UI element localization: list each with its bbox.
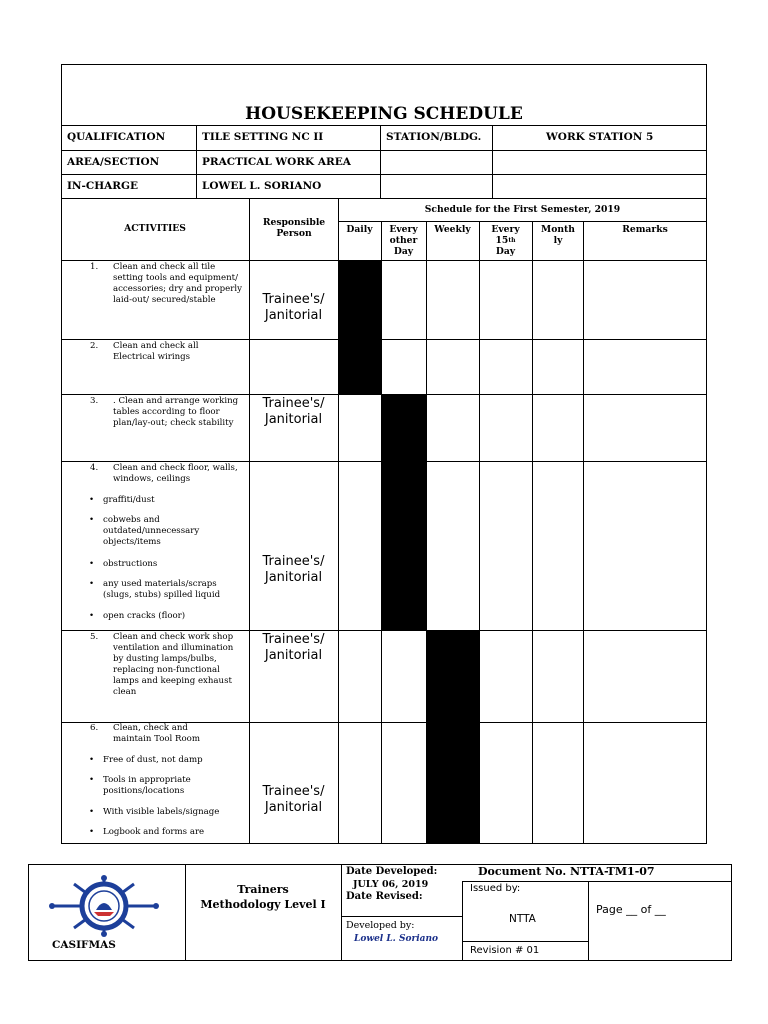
document-number: Document No. NTTA-TM1-07 bbox=[478, 865, 655, 878]
col-daily-header: Daily bbox=[346, 224, 373, 235]
page-number: Page __ of __ bbox=[596, 903, 666, 916]
responsible-person: Trainee's/ Janitorial bbox=[262, 292, 325, 323]
schedule-mark-weekly-rows5-6 bbox=[426, 630, 479, 844]
developed-by-signature: Lowel L. Soriano bbox=[354, 934, 438, 944]
station-value: WORK STATION 5 bbox=[546, 131, 654, 143]
col-weekly-header: Weekly bbox=[434, 224, 471, 235]
schedule-mark-every-other-day-rows3-4 bbox=[381, 394, 426, 630]
activity-number: 5. bbox=[90, 632, 99, 642]
page-title: HOUSEKEEPING SCHEDULE bbox=[245, 104, 523, 124]
activity-number: 2. bbox=[90, 341, 99, 351]
bullet-item: • open cracks (floor) bbox=[103, 611, 185, 622]
activity-text: Clean, check and maintain Tool Room bbox=[113, 723, 201, 744]
area-value: PRACTICAL WORK AREA bbox=[202, 156, 351, 168]
responsible-person: Trainee's/ Janitorial bbox=[262, 554, 325, 585]
bullet-item: • Free of dust, not damp bbox=[103, 755, 203, 766]
responsible-person: Trainee's/ Janitorial bbox=[262, 632, 325, 663]
col-every-15th-day-header bbox=[479, 224, 532, 257]
col-monthly-header: Month ly bbox=[541, 224, 575, 246]
bullet-item: • graffiti/dust bbox=[103, 495, 155, 506]
schedule-header: Schedule for the First Semester, 2019 bbox=[424, 204, 621, 215]
qualification-label: QUALIFICATION bbox=[67, 131, 166, 143]
revision-number: Revision # 01 bbox=[470, 945, 540, 956]
activity-text: Clean and check work shop ventilation and illumination by dusting lamps/bulbs, replacing non-functional lamps and keeping exhaust clean bbox=[113, 632, 234, 697]
date-revised-label: Date Revised: bbox=[346, 891, 423, 902]
col-every-15th-day-a: Every bbox=[491, 224, 520, 235]
col-activities-header: ACTIVITIES bbox=[124, 223, 186, 234]
course-title-line1: Trainers bbox=[237, 883, 289, 896]
col-every-15th-day-sup: th bbox=[508, 237, 516, 244]
bullet-item: • With visible labels/signage bbox=[103, 807, 219, 818]
col-remarks-header: Remarks bbox=[622, 224, 668, 235]
col-every-15th-day-b: 15 bbox=[495, 235, 509, 246]
bullet-item: • cobwebs and outdated/unnecessary objects/items bbox=[103, 515, 243, 548]
date-developed-label: Date Developed: bbox=[346, 866, 438, 877]
activity-text: . Clean and arrange working tables according to floor plan/lay-out; check stability bbox=[113, 396, 239, 428]
activity-number: 4. bbox=[90, 463, 99, 473]
activity-number: 3. bbox=[90, 396, 99, 406]
bullet-item: • obstructions bbox=[103, 559, 157, 570]
bullet-item: • Tools in appropriate positions/locations bbox=[103, 775, 213, 797]
issued-by-value: NTTA bbox=[509, 913, 536, 925]
col-every-15th-day-c: Day bbox=[495, 246, 516, 257]
area-label: AREA/SECTION bbox=[67, 156, 160, 168]
bullet-item: • Logbook and forms are bbox=[103, 827, 204, 838]
schedule-mark-daily-row1 bbox=[338, 260, 381, 394]
issued-by-label: Issued by: bbox=[470, 883, 521, 894]
station-label: STATION/BLDG. bbox=[386, 131, 482, 143]
ship-wheel-logo-icon bbox=[44, 874, 164, 938]
responsible-person: Trainee's/ Janitorial bbox=[262, 396, 325, 427]
activity-number: 1. bbox=[90, 262, 99, 272]
bullet-item: • any used materials/scraps (slugs, stubs) spilled liquid bbox=[103, 579, 248, 601]
col-every-other-day-header: Every other Day bbox=[389, 224, 418, 257]
course-title-line2: Methodology Level I bbox=[200, 898, 326, 911]
org-name: CASIFMAS bbox=[52, 939, 116, 951]
activity-text: Clean and check floor, walls, windows, ceilings bbox=[113, 463, 238, 484]
activity-text: Clean and check all Electrical wirings bbox=[113, 341, 199, 362]
incharge-value: LOWEL L. SORIANO bbox=[202, 180, 322, 192]
developed-by-label: Developed by: bbox=[346, 920, 415, 931]
incharge-label: IN-CHARGE bbox=[67, 180, 138, 192]
activity-number: 6. bbox=[90, 723, 99, 733]
col-responsible-header: Responsible Person bbox=[262, 217, 326, 239]
date-developed-value: JULY 06, 2019 bbox=[353, 879, 429, 890]
activity-text: Clean and check all tile setting tools and equipment/ accessories; dry and properly laid-out/ secured/stable bbox=[113, 262, 242, 305]
qualification-value: TILE SETTING NC II bbox=[202, 131, 324, 143]
responsible-person: Trainee's/ Janitorial bbox=[262, 784, 325, 815]
